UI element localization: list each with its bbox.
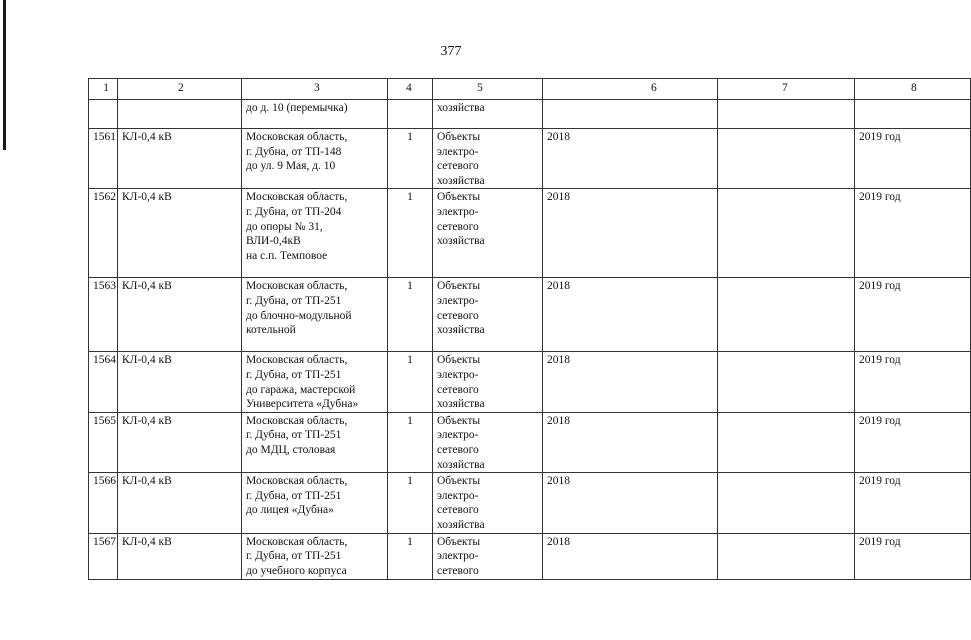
- table-row: [89, 533, 971, 579]
- object-year: 2018: [543, 189, 718, 278]
- address-line: Московская область,: [246, 414, 348, 427]
- address-line: Московская область,: [246, 280, 348, 293]
- object-quantity: 1: [388, 412, 433, 472]
- column-7-cell: [718, 533, 855, 579]
- object-term: 2019 год: [855, 129, 971, 189]
- page-number: 377: [440, 44, 462, 59]
- address-line: Московская область,: [246, 131, 348, 143]
- row-number: 1561: [89, 129, 118, 189]
- object-category: [433, 129, 543, 189]
- address-line: г. Дубна, от ТП-251: [246, 550, 342, 563]
- table-row: [89, 189, 971, 278]
- category-line: сетевого: [437, 309, 479, 322]
- object-category: [433, 278, 543, 352]
- object-address: [242, 278, 388, 352]
- object-term: 2019 год: [855, 278, 971, 352]
- row-number: 1563: [89, 278, 118, 352]
- header-col-4: 4: [388, 79, 433, 100]
- object-year: 2018: [543, 352, 718, 412]
- category-line: электро-: [437, 145, 479, 158]
- object-address: [242, 189, 388, 278]
- category-line: хозяйства: [437, 458, 485, 471]
- address-line: котельной: [246, 324, 296, 337]
- category-line: электро-: [437, 294, 479, 307]
- object-quantity: 1: [388, 473, 433, 533]
- object-term: 2019 год: [855, 352, 971, 412]
- object-quantity: 1: [388, 129, 433, 189]
- category-line: сетевого: [437, 160, 479, 173]
- scan-edge-mark: [3, 0, 6, 150]
- address-line: Московская область,: [246, 535, 348, 548]
- category-line: сетевого: [437, 220, 479, 233]
- address-line: до ул. 9 Мая, д. 10: [246, 160, 336, 173]
- category-line: Объекты: [437, 535, 481, 548]
- object-category: [433, 189, 543, 278]
- address-line: г. Дубна, от ТП-251: [246, 429, 342, 442]
- object-category: [433, 473, 543, 533]
- row-number: 1562: [89, 189, 118, 278]
- object-name: КЛ-0,4 кВ: [118, 129, 242, 189]
- address-line: до учебного корпуса: [246, 564, 347, 577]
- category-line: сетевого: [437, 564, 479, 577]
- category-line: Объекты: [437, 475, 481, 488]
- continuation-category-line: хозяйства: [437, 102, 485, 114]
- header-row: [89, 79, 971, 100]
- object-category: [433, 533, 543, 579]
- object-term: 2019 год: [855, 473, 971, 533]
- table-row: [89, 473, 971, 533]
- object-year: 2018: [543, 278, 718, 352]
- category-line: хозяйства: [437, 518, 485, 531]
- object-quantity: 1: [388, 278, 433, 352]
- continuation-category-cell: [433, 100, 543, 129]
- row-number: 1564: [89, 352, 118, 412]
- category-line: сетевого: [437, 383, 479, 396]
- continuation-year-cell: [543, 100, 718, 129]
- table-row: [89, 352, 971, 412]
- address-line: г. Дубна, от ТП-251: [246, 489, 342, 502]
- continuation-col7-cell: [718, 100, 855, 129]
- object-name: КЛ-0,4 кВ: [118, 533, 242, 579]
- object-year: 2018: [543, 412, 718, 472]
- row-number: 1567: [89, 533, 118, 579]
- category-line: электро-: [437, 368, 479, 381]
- object-address: [242, 473, 388, 533]
- object-term: 2019 год: [855, 412, 971, 472]
- column-7-cell: [718, 278, 855, 352]
- continuation-qty-cell: [388, 100, 433, 129]
- column-7-cell: [718, 352, 855, 412]
- continuation-address-line: до д. 10 (перемычка): [246, 102, 348, 114]
- object-name: КЛ-0,4 кВ: [118, 278, 242, 352]
- object-address: [242, 352, 388, 412]
- address-line: до лицея «Дубна»: [246, 504, 334, 517]
- header-col-7: 7: [718, 79, 855, 100]
- header-col-6: 6: [543, 79, 718, 100]
- address-line: г. Дубна, от ТП-251: [246, 368, 342, 381]
- address-line: до МДЦ, столовая: [246, 443, 336, 456]
- object-name: КЛ-0,4 кВ: [118, 473, 242, 533]
- column-7-cell: [718, 412, 855, 472]
- continuation-address-cell: [242, 100, 388, 129]
- header-col-1: 1: [89, 79, 118, 100]
- object-quantity: 1: [388, 189, 433, 278]
- column-7-cell: [718, 473, 855, 533]
- address-line: Университета «Дубна»: [246, 398, 359, 411]
- row-number: 1565: [89, 412, 118, 472]
- object-address: [242, 412, 388, 472]
- object-quantity: 1: [388, 352, 433, 412]
- object-quantity: 1: [388, 533, 433, 579]
- address-line: до опоры № 31,: [246, 220, 323, 233]
- object-name: КЛ-0,4 кВ: [118, 352, 242, 412]
- address-line: до гаража, мастерской: [246, 383, 356, 396]
- address-line: на с.п. Темповое: [246, 249, 328, 262]
- column-7-cell: [718, 129, 855, 189]
- category-line: Объекты: [437, 354, 481, 367]
- address-line: Московская область,: [246, 354, 348, 367]
- category-line: хозяйства: [437, 324, 485, 337]
- header-col-8: 8: [855, 79, 971, 100]
- address-line: Московская область,: [246, 475, 348, 488]
- category-line: Объекты: [437, 131, 481, 143]
- category-line: электро-: [437, 550, 479, 563]
- address-line: ВЛИ-0,4кВ: [246, 235, 301, 248]
- address-line: Московская область,: [246, 191, 348, 204]
- header-col-2: 2: [118, 79, 242, 100]
- category-line: электро-: [437, 489, 479, 502]
- header-col-3: 3: [242, 79, 388, 100]
- address-line: г. Дубна, от ТП-148: [246, 145, 342, 158]
- continuation-row: [89, 100, 971, 129]
- object-year: 2018: [543, 533, 718, 579]
- table-row: [89, 412, 971, 472]
- category-line: электро-: [437, 205, 479, 218]
- object-year: 2018: [543, 473, 718, 533]
- object-name: КЛ-0,4 кВ: [118, 412, 242, 472]
- category-line: сетевого: [437, 443, 479, 456]
- category-line: электро-: [437, 429, 479, 442]
- object-year: 2018: [543, 129, 718, 189]
- object-term: 2019 год: [855, 189, 971, 278]
- category-line: хозяйства: [437, 235, 485, 248]
- header-col-5: 5: [433, 79, 543, 100]
- object-category: [433, 352, 543, 412]
- object-address: [242, 533, 388, 579]
- address-line: г. Дубна, от ТП-204: [246, 205, 342, 218]
- table-row: [89, 129, 971, 189]
- register-table: [88, 78, 971, 580]
- continuation-num-cell: [89, 100, 118, 129]
- continuation-name-cell: [118, 100, 242, 129]
- table-row: [89, 278, 971, 352]
- object-term: 2019 год: [855, 533, 971, 579]
- category-line: хозяйства: [437, 174, 485, 187]
- address-line: г. Дубна, от ТП-251: [246, 294, 342, 307]
- category-line: Объекты: [437, 191, 481, 204]
- object-address: [242, 129, 388, 189]
- category-line: сетевого: [437, 504, 479, 517]
- object-name: КЛ-0,4 кВ: [118, 189, 242, 278]
- category-line: Объекты: [437, 280, 481, 293]
- category-line: хозяйства: [437, 398, 485, 411]
- continuation-term-cell: [855, 100, 971, 129]
- object-category: [433, 412, 543, 472]
- row-number: 1566: [89, 473, 118, 533]
- address-line: до блочно-модульной: [246, 309, 352, 322]
- column-7-cell: [718, 189, 855, 278]
- category-line: Объекты: [437, 414, 481, 427]
